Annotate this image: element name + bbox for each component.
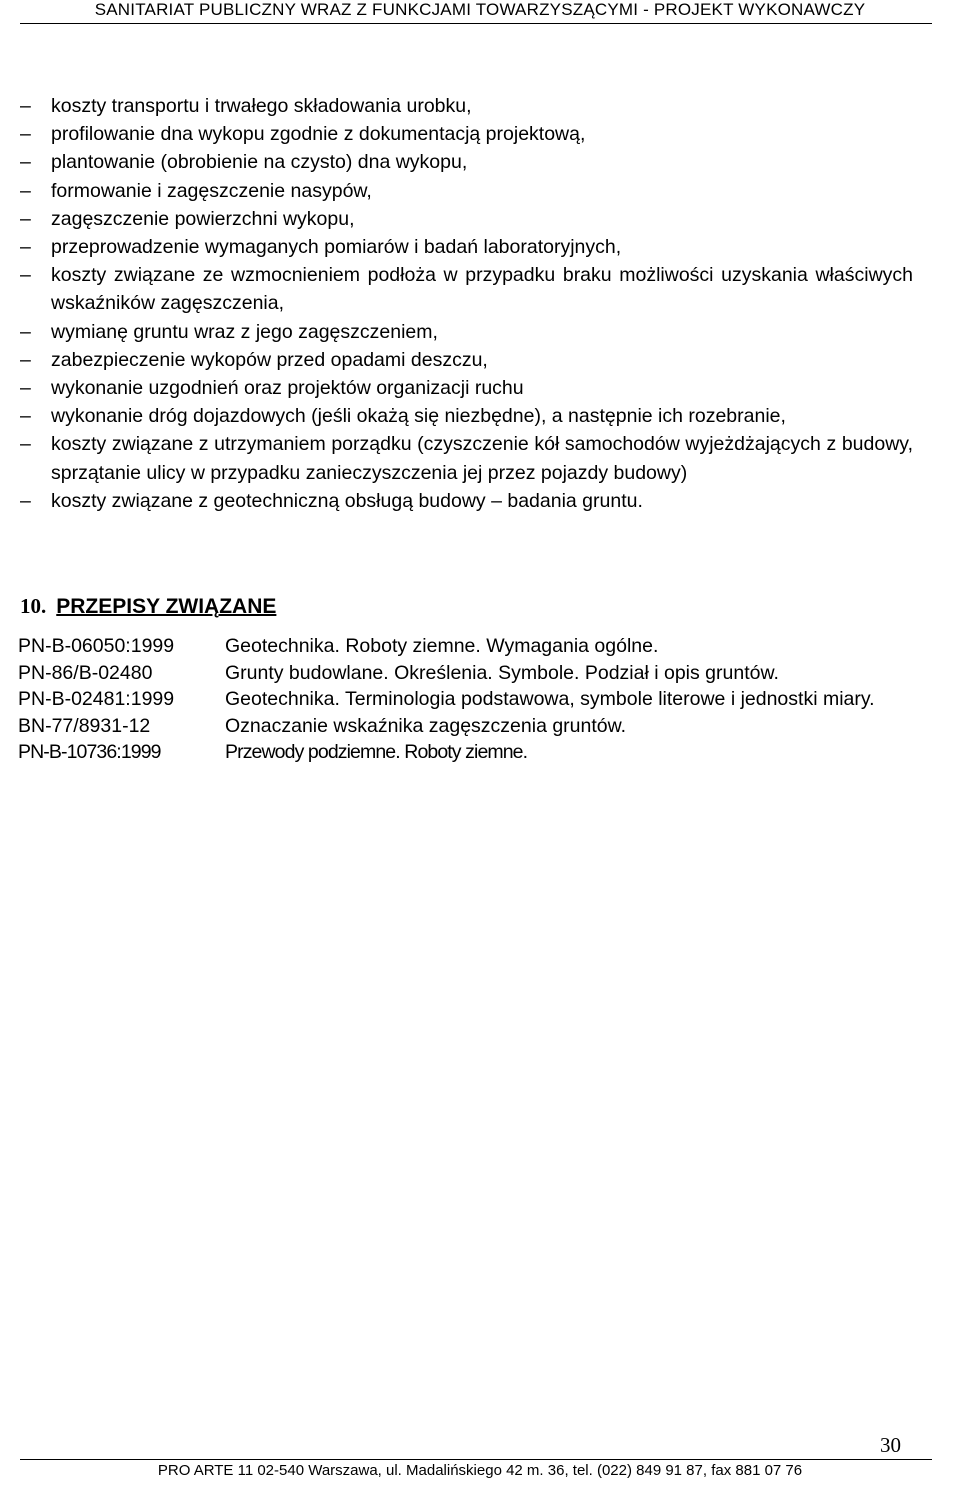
references-list [18,633,913,766]
dash-icon: – [20,433,31,456]
list-item-text: zabezpieczenie wykopów przed opadami deszczu, [51,348,488,371]
list-item-text: wymianę gruntu wraz z jego zagęszczeniem, [51,320,438,343]
dash-icon: – [20,264,31,287]
reference-title: Przewody podziemne. Roboty ziemne. [225,741,528,763]
list-item [18,233,913,261]
dash-icon: – [20,348,31,371]
reference-code: PN-B-06050:1999 [18,635,175,657]
list-item [18,346,913,374]
reference-row [18,633,913,660]
reference-row [18,713,913,740]
list-item-text: koszty związane ze wzmocnieniem podłoża w przypadku braku możliwości uzyskania właściwych wskaźników zagęszczenia, [51,264,913,315]
section-title: PRZEPISY ZWIĄZANE [56,595,277,618]
list-item-text: koszty związane z utrzymaniem porządku (czyszczenie kół samochodów wyjeżdżających z budowy, sprzątanie ulicy w przypadku zanieczyszczenia jej przez pojazdy budowy) [51,433,913,484]
list-item [18,120,913,148]
reference-title: Geotechnika. Roboty ziemne. Wymagania ogólne. [225,635,659,657]
list-item [18,261,913,317]
dash-icon: – [20,236,31,259]
reference-code: PN-86/B-02480 [18,661,153,684]
reference-row [18,686,913,713]
list-item-text: plantowanie (obrobienie na czysto) dna wykopu, [51,151,468,174]
list-item-text: zagęszczenie powierzchni wykopu, [51,207,355,230]
reference-code: BN-77/8931-12 [18,714,151,737]
section-heading [20,592,276,621]
running-header: SANITARIAT PUBLICZNY WRAZ Z FUNKCJAMI TOWARZYSZĄCYMI - PROJEKT WYKONAWCZY [94,0,866,19]
list-item [18,318,913,346]
list-item-text: koszty transportu i trwałego składowania urobku, [51,95,472,117]
footer-contact: PRO ARTE 11 02-540 Warszawa, ul. Madalińskiego 42 m. 36, tel. (022) 849 91 87, fax 881 07 76 [157,1462,803,1479]
reference-code: PN-B-02481:1999 [18,688,175,710]
list-item [18,487,913,515]
dash-icon: – [20,405,31,428]
footer-rule [20,1459,932,1460]
dash-icon: – [20,151,31,174]
dash-icon: – [20,179,31,202]
dash-icon: – [20,123,31,146]
reference-row [18,739,913,766]
dash-icon: – [20,207,31,230]
list-item-text: koszty związane z geotechniczną obsługą budowy – badania gruntu. [51,489,643,512]
list-item [18,402,913,430]
list-item-text: wykonanie uzgodnień oraz projektów organizacji ruchu [51,377,524,400]
list-item [18,374,913,402]
dash-icon: – [20,489,31,512]
reference-code: PN-B-10736:1999 [18,741,161,763]
reference-row [18,660,913,687]
list-item-text: profilowanie dna wykopu zgodnie z dokumentacją projektową, [51,123,586,146]
section-number: 10. [20,594,47,618]
list-item-text: wykonanie dróg dojazdowych (jeśli okażą się niezbędne), a następnie ich rozebranie, [51,405,786,428]
reference-title: Oznaczanie wskaźnika zagęszczenia gruntów. [225,714,627,737]
reference-title: Geotechnika. Terminologia podstawowa, symbole literowe i jednostki miary. [225,688,875,710]
list-item [18,177,913,205]
scope-list [18,92,913,515]
list-item [18,205,913,233]
list-item [18,148,913,176]
header-rule [20,23,932,24]
list-item [18,430,913,486]
dash-icon: – [20,377,31,400]
page-number: 30 [880,1433,901,1457]
list-item [18,92,913,120]
list-item-text: przeprowadzenie wymaganych pomiarów i badań laboratoryjnych, [51,236,622,259]
list-item-text: formowanie i zagęszczenie nasypów, [51,179,372,202]
reference-title: Grunty budowlane. Określenia. Symbole. Podział i opis gruntów. [225,661,779,684]
dash-icon: – [20,95,31,117]
dash-icon: – [20,320,31,343]
